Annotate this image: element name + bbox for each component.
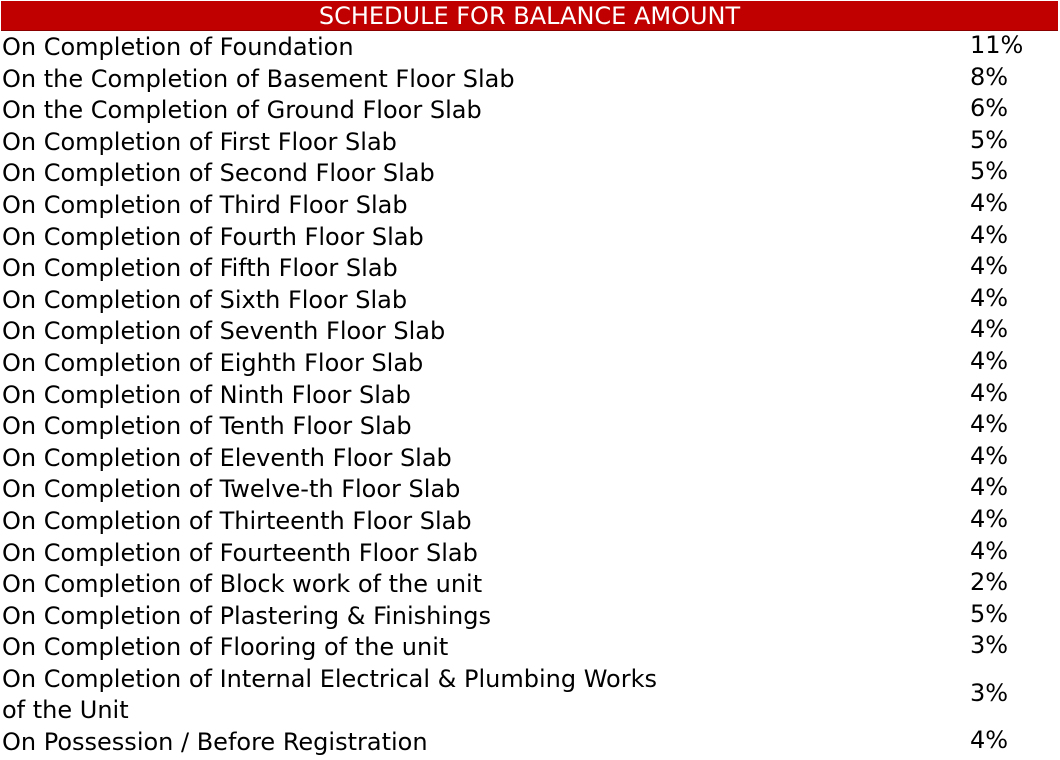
table-body — [0, 31, 1060, 758]
table-row — [0, 221, 1060, 253]
percent-cell: 5% — [970, 157, 1009, 186]
table-row — [0, 94, 1060, 126]
table-row — [0, 631, 1060, 663]
stage-cell: On Completion of Twelve-th Floor Slab — [2, 475, 461, 504]
percent-cell: 3% — [970, 631, 1009, 660]
percent-cell: 8% — [970, 62, 1009, 91]
table-row — [0, 505, 1060, 537]
stage-cell: On Completion of Eighth Floor Slab — [2, 348, 424, 377]
percent-cell: 5% — [970, 125, 1009, 154]
percent-cell: 4% — [970, 410, 1009, 439]
stage-cell: On Completion of Fifth Floor Slab — [2, 254, 398, 283]
percent-cell: 4% — [970, 504, 1009, 533]
percent-cell: 4% — [970, 252, 1009, 281]
table-row — [0, 726, 1060, 758]
table-row — [0, 189, 1060, 221]
percent-cell: 4% — [970, 220, 1009, 249]
percent-cell: 5% — [970, 599, 1009, 628]
percent-cell: 4% — [970, 441, 1009, 470]
table-header: SCHEDULE FOR BALANCE AMOUNT — [1, 1, 1058, 31]
table-row — [0, 252, 1060, 284]
stage-cell: On Completion of First Floor Slab — [2, 127, 397, 156]
percent-cell: 11% — [970, 31, 1024, 59]
stage-cell: On Completion of Third Floor Slab — [2, 190, 408, 219]
table-row — [0, 600, 1060, 632]
table-row — [0, 347, 1060, 379]
percent-cell: 6% — [970, 94, 1009, 123]
table-row — [0, 537, 1060, 569]
percent-cell: 3% — [970, 678, 1009, 707]
percent-cell: 2% — [970, 568, 1009, 597]
stage-cell: On Possession / Before Registration — [2, 728, 428, 757]
stage-cell: On Completion of Second Floor Slab — [2, 159, 435, 188]
table-row — [0, 473, 1060, 505]
table-row — [0, 157, 1060, 189]
percent-cell: 4% — [970, 346, 1009, 375]
stage-cell: On Completion of Fourteenth Floor Slab — [2, 538, 478, 567]
table-row — [0, 315, 1060, 347]
table-row — [0, 442, 1060, 474]
stage-cell: On Completion of Seventh Floor Slab — [2, 317, 446, 346]
table-row — [0, 663, 1060, 726]
percent-cell: 4% — [970, 315, 1009, 344]
stage-cell: On Completion of Ninth Floor Slab — [2, 380, 411, 409]
table-row — [0, 31, 1060, 63]
stage-cell: On Completion of Sixth Floor Slab — [2, 285, 408, 314]
stage-cell: On Completion of Plastering & Finishings — [2, 601, 491, 630]
table-row — [0, 126, 1060, 158]
percent-cell: 4% — [970, 188, 1009, 217]
table-row — [0, 568, 1060, 600]
table-row — [0, 284, 1060, 316]
stage-cell: On Completion of Thirteenth Floor Slab — [2, 506, 472, 535]
percent-cell: 4% — [970, 378, 1009, 407]
table-row — [0, 379, 1060, 411]
percent-cell: 4% — [970, 473, 1009, 502]
stage-cell: On Completion of Eleventh Floor Slab — [2, 443, 452, 472]
percent-cell: 4% — [970, 536, 1009, 565]
stage-cell: On Completion of Fourth Floor Slab — [2, 222, 424, 251]
table-row — [0, 63, 1060, 95]
stage-cell: On Completion of Foundation — [2, 33, 354, 61]
percent-cell: 4% — [970, 283, 1009, 312]
stage-cell: On Completion of Flooring of the unit — [2, 633, 449, 662]
stage-cell: On Completion of Block work of the unit — [2, 570, 483, 599]
stage-cell: On Completion of Internal Electrical & Plumbing Works of the Unit — [2, 664, 657, 725]
table-row — [0, 410, 1060, 442]
stage-cell: On the Completion of Basement Floor Slab — [2, 64, 515, 93]
percent-cell: 4% — [970, 726, 1009, 755]
stage-cell: On the Completion of Ground Floor Slab — [2, 96, 482, 125]
stage-cell: On Completion of Tenth Floor Slab — [2, 412, 412, 441]
